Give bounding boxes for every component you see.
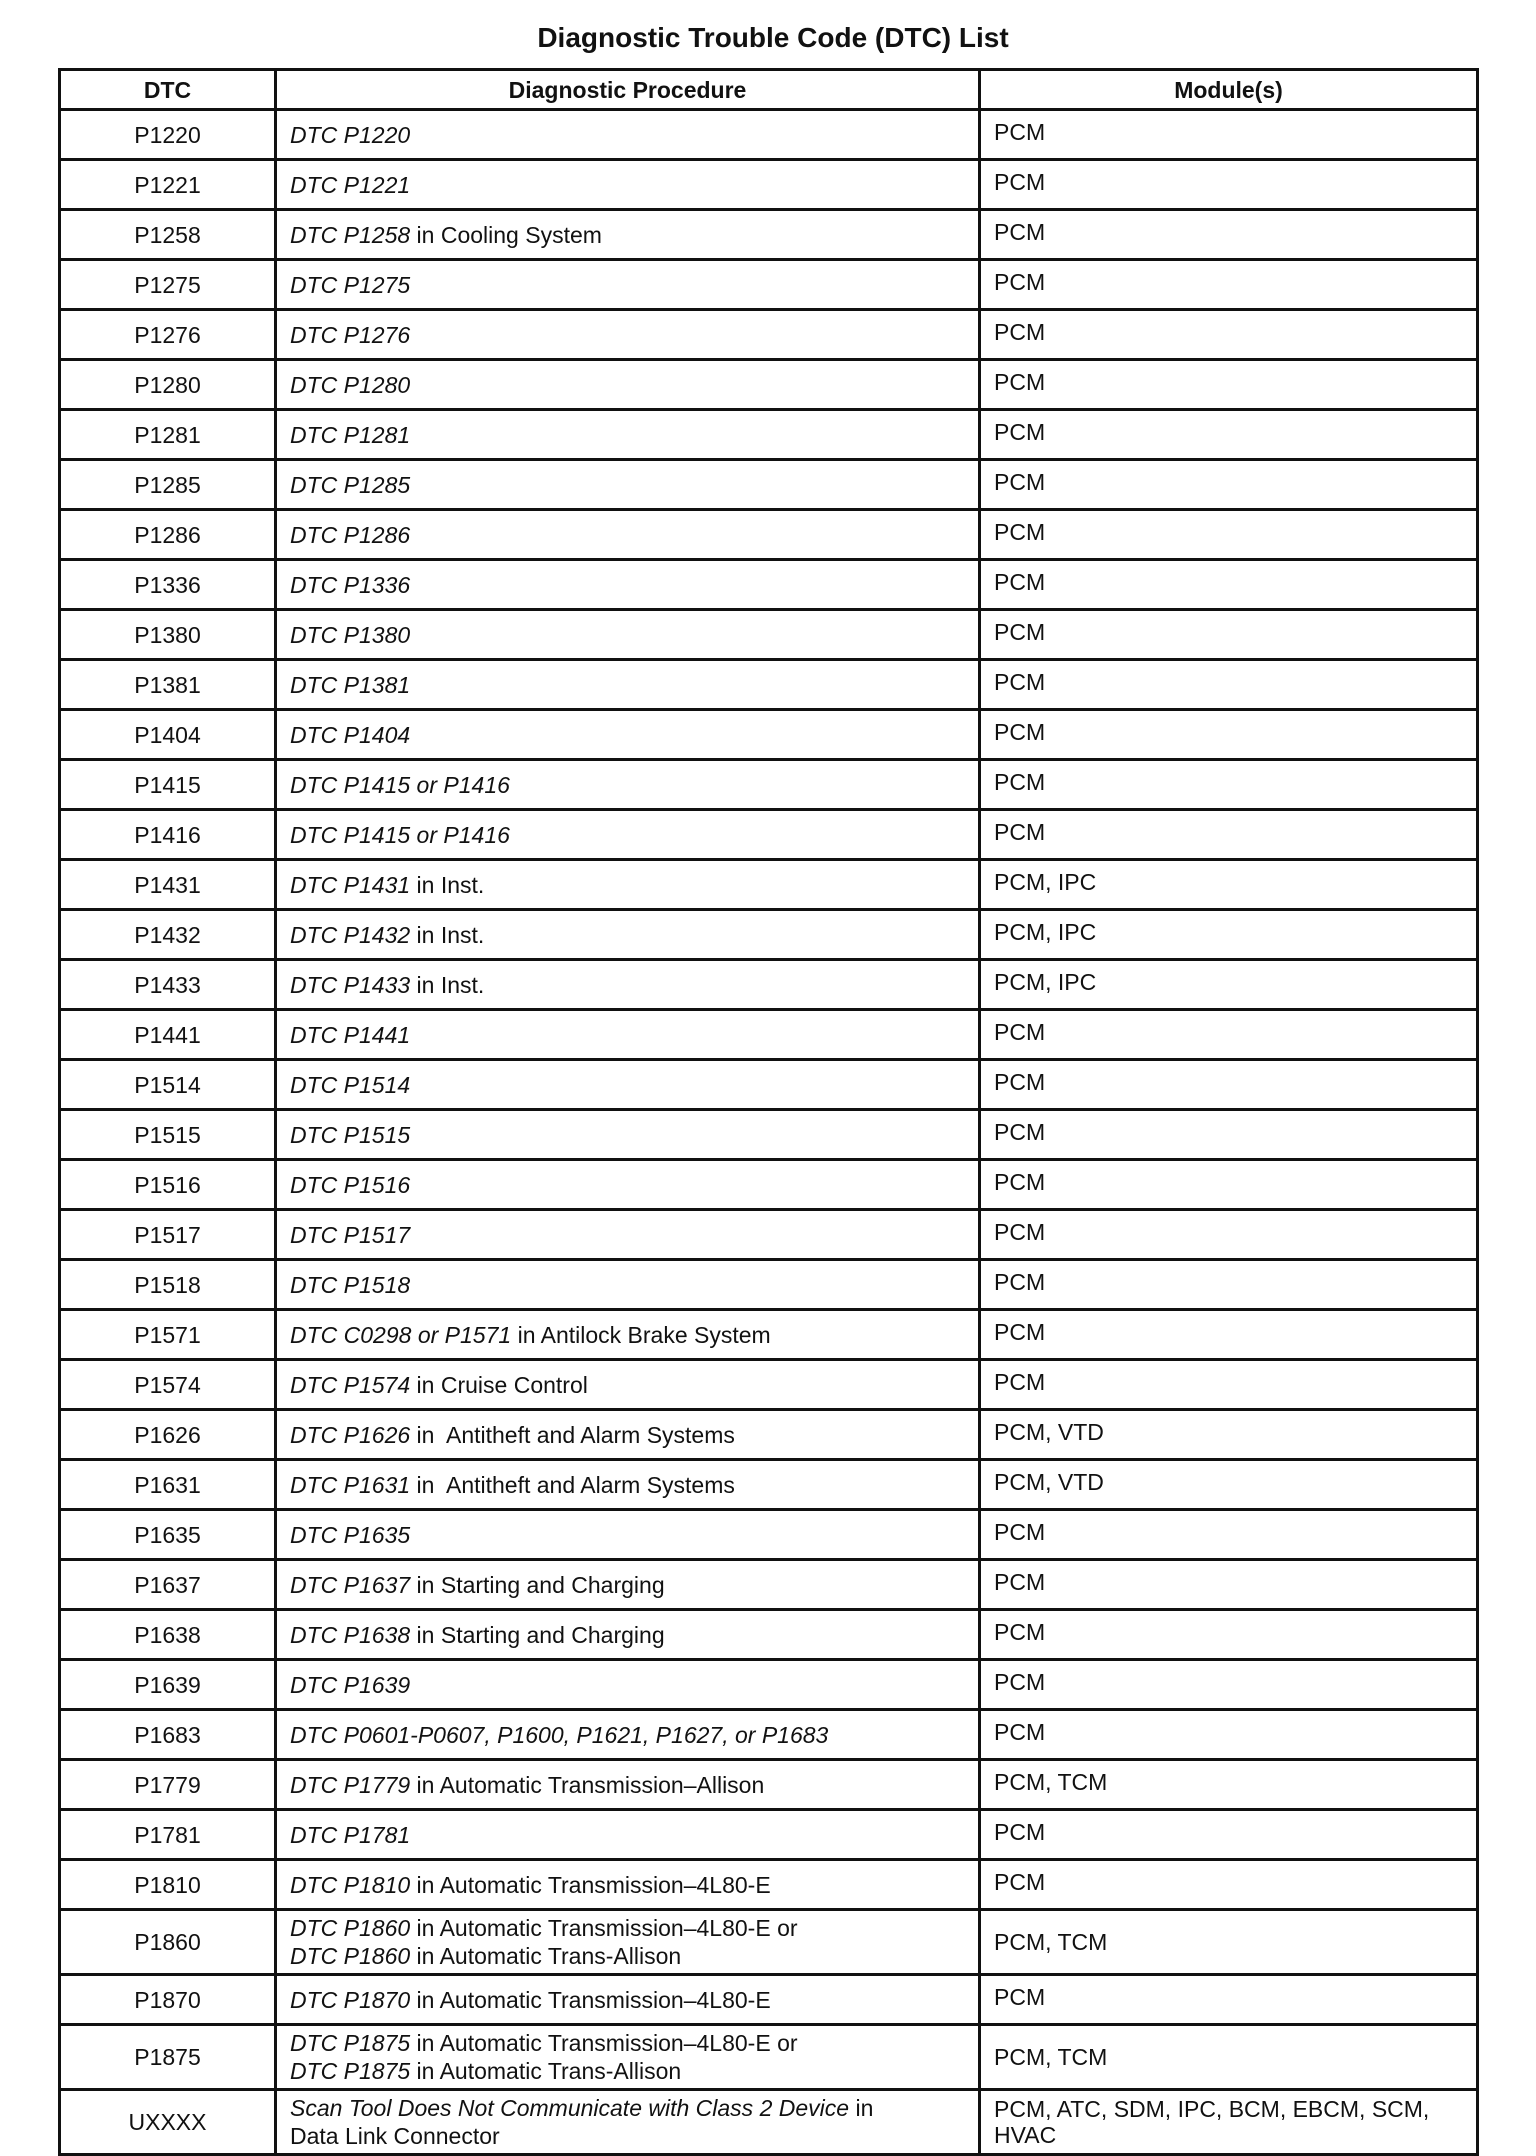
dtc-code-cell: P1779 (60, 1760, 276, 1810)
procedure-cell (276, 1975, 980, 2025)
procedure-location: in Automatic Transmission–Allison (410, 1771, 765, 1798)
procedure-reference: DTC P1336 (290, 571, 411, 598)
modules-cell: PCM (980, 1710, 1478, 1760)
table-row (60, 160, 1478, 210)
procedure-line (290, 1121, 965, 1149)
procedure-cell (276, 1410, 980, 1460)
dtc-code-cell: P1631 (60, 1460, 276, 1510)
procedure-cell (276, 560, 980, 610)
procedure-location: in Starting and Charging (410, 1571, 665, 1598)
procedure-reference: DTC P1441 (290, 1021, 411, 1048)
modules-cell: PCM (980, 260, 1478, 310)
procedure-line (290, 1942, 965, 1970)
procedure-cell (276, 860, 980, 910)
dtc-code-cell: P1515 (60, 1110, 276, 1160)
header-dtc: DTC (60, 70, 276, 110)
procedure-cell (276, 1760, 980, 1810)
table-row (60, 360, 1478, 410)
table-row (60, 210, 1478, 260)
procedure-reference: DTC P1637 (290, 1571, 411, 1598)
dtc-code-cell: P1516 (60, 1160, 276, 1210)
procedure-location: in Automatic Trans-Allison (410, 1943, 682, 1969)
procedure-line (290, 821, 965, 849)
modules-cell: PCM (980, 1660, 1478, 1710)
dtc-code-cell: P1810 (60, 1860, 276, 1910)
procedure-location: in Automatic Trans-Allison (410, 2058, 682, 2084)
table-row (60, 960, 1478, 1010)
procedure-location: in Automatic Transmission–4L80-E or (410, 2030, 798, 2056)
table-row (60, 1460, 1478, 1510)
modules-cell: PCM (980, 1560, 1478, 1610)
procedure-location: in Antitheft and Alarm Systems (410, 1471, 735, 1498)
procedure-reference: DTC P1415 or P1416 (290, 771, 510, 798)
table-row (60, 1910, 1478, 1975)
procedure-reference: DTC P1639 (290, 1671, 411, 1698)
dtc-code-cell: P1286 (60, 510, 276, 560)
header-modules: Module(s) (980, 70, 1478, 110)
procedure-line (290, 1571, 965, 1599)
modules-cell: PCM, IPC (980, 960, 1478, 1010)
dtc-code-cell: P1415 (60, 760, 276, 810)
procedure-reference: DTC P1875 (290, 2058, 411, 2084)
modules-cell: PCM (980, 660, 1478, 710)
procedure-line (290, 1721, 965, 1749)
procedure-cell (276, 310, 980, 360)
procedure-location: in Inst. (410, 971, 485, 998)
table-row (60, 1260, 1478, 1310)
procedure-cell (276, 1160, 980, 1210)
procedure-reference: Scan Tool Does Not Communicate with Class 2 Device (290, 2095, 850, 2121)
procedure-cell (276, 410, 980, 460)
procedure-cell (276, 1060, 980, 1110)
table-row (60, 1760, 1478, 1810)
procedure-cell (276, 710, 980, 760)
procedure-line (290, 321, 965, 349)
procedure-line (290, 671, 965, 699)
procedure-line (290, 1271, 965, 1299)
procedure-cell (276, 1360, 980, 1410)
table-row (60, 1010, 1478, 1060)
procedure-line (290, 1671, 965, 1699)
procedure-cell (276, 360, 980, 410)
page-title: Diagnostic Trouble Code (DTC) List (537, 22, 1009, 53)
modules-cell: PCM, ATC, SDM, IPC, BCM, EBCM, SCM, HVAC (980, 2090, 1478, 2155)
table-row (60, 1660, 1478, 1710)
procedure-reference: DTC P1285 (290, 471, 411, 498)
dtc-code-cell: P1870 (60, 1975, 276, 2025)
header-procedure: Diagnostic Procedure (276, 70, 980, 110)
modules-cell: PCM (980, 110, 1478, 160)
dtc-code-cell: P1637 (60, 1560, 276, 1610)
table-row (60, 660, 1478, 710)
modules-cell: PCM, IPC (980, 910, 1478, 960)
procedure-reference: DTC P1517 (290, 1221, 411, 1248)
procedure-reference: DTC P1404 (290, 721, 411, 748)
procedure-line (290, 1471, 965, 1499)
procedure-reference: DTC P1221 (290, 171, 411, 198)
dtc-code-cell: P1280 (60, 360, 276, 410)
procedure-reference: DTC P1781 (290, 1821, 411, 1848)
procedure-location: in Automatic Transmission–4L80-E (410, 1871, 771, 1898)
procedure-line (290, 521, 965, 549)
table-row (60, 1975, 1478, 2025)
table-row (60, 1360, 1478, 1410)
procedure-cell (276, 2025, 980, 2090)
modules-cell: PCM (980, 760, 1478, 810)
procedure-cell (276, 1710, 980, 1760)
procedure-reference: DTC P1574 (290, 1371, 411, 1398)
procedure-reference: DTC P0601-P0607, P1600, P1621, P1627, or P1683 (290, 1721, 829, 1748)
procedure-reference: DTC P1626 (290, 1421, 411, 1448)
procedure-reference: DTC P1381 (290, 671, 411, 698)
procedure-location: in Antitheft and Alarm Systems (410, 1421, 735, 1448)
dtc-code-cell: P1281 (60, 410, 276, 460)
dtc-code-cell: P1518 (60, 1260, 276, 1310)
procedure-reference: DTC P1380 (290, 621, 411, 648)
procedure-reference: DTC P1518 (290, 1271, 411, 1298)
table-row (60, 1560, 1478, 1610)
procedure-cell (276, 960, 980, 1010)
procedure-cell (276, 610, 980, 660)
procedure-cell (276, 1810, 980, 1860)
dtc-code-cell: P1683 (60, 1710, 276, 1760)
dtc-code-cell: P1517 (60, 1210, 276, 1260)
dtc-code-cell: P1416 (60, 810, 276, 860)
procedure-cell (276, 1510, 980, 1560)
procedure-location: in Starting and Charging (410, 1621, 665, 1648)
procedure-line (290, 971, 965, 999)
modules-cell: PCM, VTD (980, 1460, 1478, 1510)
dtc-code-cell: P1441 (60, 1010, 276, 1060)
modules-cell: PCM (980, 1510, 1478, 1560)
procedure-line (290, 421, 965, 449)
table-row (60, 810, 1478, 860)
table-row (60, 2090, 1478, 2155)
modules-cell: PCM (980, 1860, 1478, 1910)
procedure-location: in Automatic Transmission–4L80-E (410, 1986, 771, 2013)
procedure-reference: DTC P1635 (290, 1521, 411, 1548)
table-row (60, 410, 1478, 460)
table-row (60, 110, 1478, 160)
procedure-cell (276, 1660, 980, 1710)
table-row (60, 460, 1478, 510)
dtc-code-cell: P1431 (60, 860, 276, 910)
procedure-reference: DTC P1286 (290, 521, 411, 548)
table-row (60, 710, 1478, 760)
table-row (60, 760, 1478, 810)
procedure-cell (276, 110, 980, 160)
modules-cell: PCM (980, 460, 1478, 510)
procedure-cell (276, 1910, 980, 1975)
procedure-line (290, 771, 965, 799)
modules-cell: PCM, VTD (980, 1410, 1478, 1460)
modules-cell: PCM (980, 560, 1478, 610)
procedure-line (290, 171, 965, 199)
procedure-reference: DTC P1275 (290, 271, 411, 298)
dtc-code-cell: P1285 (60, 460, 276, 510)
procedure-location: in Inst. (410, 921, 485, 948)
procedure-cell (276, 910, 980, 960)
modules-cell: PCM (980, 1260, 1478, 1310)
procedure-line (290, 2094, 965, 2122)
modules-cell: PCM (980, 360, 1478, 410)
procedure-location: in Cruise Control (410, 1371, 588, 1398)
table-row (60, 1810, 1478, 1860)
dtc-code-cell: P1514 (60, 1060, 276, 1110)
table-row (60, 1510, 1478, 1560)
procedure-line (290, 1914, 965, 1942)
procedure-cell (276, 1610, 980, 1660)
procedure-line (290, 1021, 965, 1049)
procedure-location: in Antilock Brake System (511, 1321, 771, 1348)
procedure-reference: DTC P1220 (290, 121, 411, 148)
dtc-code-cell: P1275 (60, 260, 276, 310)
procedure-line (290, 921, 965, 949)
procedure-line (290, 1986, 965, 2014)
dtc-code-cell: P1875 (60, 2025, 276, 2090)
table-row (60, 1860, 1478, 1910)
modules-cell: PCM, TCM (980, 1910, 1478, 1975)
modules-cell: PCM (980, 160, 1478, 210)
modules-cell: PCM (980, 1360, 1478, 1410)
modules-cell: PCM (980, 1975, 1478, 2025)
modules-cell: PCM (980, 1610, 1478, 1660)
modules-cell: PCM (980, 710, 1478, 760)
procedure-line (290, 1071, 965, 1099)
modules-cell: PCM (980, 810, 1478, 860)
procedure-cell (276, 1310, 980, 1360)
procedure-line (290, 1321, 965, 1349)
procedure-cell (276, 2090, 980, 2155)
modules-cell: PCM (980, 1110, 1478, 1160)
modules-cell: PCM (980, 1010, 1478, 1060)
dtc-code-cell: P1380 (60, 610, 276, 660)
dtc-code-cell: P1404 (60, 710, 276, 760)
table-row (60, 860, 1478, 910)
table-row (60, 1210, 1478, 1260)
procedure-line (290, 1421, 965, 1449)
table-header-row (60, 70, 1478, 110)
modules-cell: PCM, TCM (980, 1760, 1478, 1810)
procedure-reference: DTC P1433 (290, 971, 411, 998)
procedure-location: in Inst. (410, 871, 485, 898)
procedure-cell (276, 510, 980, 560)
procedure-line (290, 121, 965, 149)
dtc-code-cell: P1626 (60, 1410, 276, 1460)
procedure-cell (276, 1010, 980, 1060)
modules-cell: PCM (980, 410, 1478, 460)
procedure-line (290, 1171, 965, 1199)
procedure-reference: DTC P1432 (290, 921, 411, 948)
procedure-location: in (849, 2095, 874, 2121)
modules-cell: PCM (980, 610, 1478, 660)
procedure-cell (276, 210, 980, 260)
table-row (60, 510, 1478, 560)
procedure-reference: DTC P1870 (290, 1986, 411, 2013)
procedure-line (290, 471, 965, 499)
table-row (60, 1610, 1478, 1660)
table-row (60, 910, 1478, 960)
modules-cell: PCM, IPC (980, 860, 1478, 910)
procedure-line (290, 1371, 965, 1399)
procedure-cell (276, 1860, 980, 1910)
procedure-reference: DTC P1860 (290, 1915, 411, 1941)
procedure-reference: DTC P1631 (290, 1471, 411, 1498)
table-row (60, 610, 1478, 660)
modules-cell: PCM, TCM (980, 2025, 1478, 2090)
procedure-cell (276, 1110, 980, 1160)
procedure-reference: DTC P1810 (290, 1871, 411, 1898)
procedure-reference: DTC C0298 or P1571 (290, 1321, 512, 1348)
procedure-line (290, 221, 965, 249)
table-row (60, 560, 1478, 610)
procedure-reference: DTC P1860 (290, 1943, 411, 1969)
procedure-line (290, 1821, 965, 1849)
procedure-line (290, 571, 965, 599)
modules-cell: PCM (980, 1310, 1478, 1360)
modules-cell: PCM (980, 210, 1478, 260)
dtc-code-cell: P1639 (60, 1660, 276, 1710)
procedure-reference: DTC P1514 (290, 1071, 411, 1098)
table-row (60, 1310, 1478, 1360)
dtc-code-cell: P1433 (60, 960, 276, 1010)
table-row (60, 2025, 1478, 2090)
table-row (60, 1160, 1478, 1210)
modules-cell: PCM (980, 1210, 1478, 1260)
dtc-code-cell: P1781 (60, 1810, 276, 1860)
procedure-reference: DTC P1875 (290, 2030, 411, 2056)
procedure-line (290, 721, 965, 749)
dtc-code-cell: P1432 (60, 910, 276, 960)
modules-cell: PCM (980, 1810, 1478, 1860)
procedure-line (290, 2122, 965, 2150)
procedure-line (290, 2057, 965, 2085)
table-row (60, 310, 1478, 360)
dtc-code-cell: P1574 (60, 1360, 276, 1410)
dtc-table (58, 68, 1479, 2156)
procedure-cell (276, 1210, 980, 1260)
table-body (60, 110, 1478, 2155)
procedure-line (290, 871, 965, 899)
procedure-reference: DTC P1638 (290, 1621, 411, 1648)
procedure-reference: DTC P1281 (290, 421, 411, 448)
procedure-cell (276, 660, 980, 710)
dtc-code-cell: P1860 (60, 1910, 276, 1975)
dtc-code-cell: P1336 (60, 560, 276, 610)
dtc-code-cell: P1571 (60, 1310, 276, 1360)
procedure-cell (276, 260, 980, 310)
procedure-location: in Automatic Transmission–4L80-E or (410, 1915, 798, 1941)
procedure-cell (276, 1260, 980, 1310)
table-row (60, 1110, 1478, 1160)
procedure-reference: DTC P1516 (290, 1171, 411, 1198)
dtc-code-cell: UXXXX (60, 2090, 276, 2155)
procedure-line (290, 271, 965, 299)
procedure-line (290, 1771, 965, 1799)
procedure-cell (276, 460, 980, 510)
procedure-line (290, 621, 965, 649)
dtc-code-cell: P1381 (60, 660, 276, 710)
modules-cell: PCM (980, 510, 1478, 560)
procedure-line (290, 1871, 965, 1899)
table-row (60, 260, 1478, 310)
procedure-reference: DTC P1779 (290, 1771, 411, 1798)
procedure-line (290, 371, 965, 399)
procedure-location: in Cooling System (410, 221, 602, 248)
modules-cell: PCM (980, 310, 1478, 360)
procedure-reference: DTC P1431 (290, 871, 411, 898)
dtc-code-cell: P1258 (60, 210, 276, 260)
procedure-line (290, 1521, 965, 1549)
dtc-code-cell: P1276 (60, 310, 276, 360)
procedure-cell (276, 160, 980, 210)
procedure-cell (276, 1560, 980, 1610)
procedure-reference: DTC P1515 (290, 1121, 411, 1148)
procedure-cell (276, 760, 980, 810)
procedure-cell (276, 1460, 980, 1510)
procedure-line (290, 1221, 965, 1249)
procedure-line (290, 2029, 965, 2057)
dtc-code-cell: P1638 (60, 1610, 276, 1660)
procedure-cell (276, 810, 980, 860)
table-row (60, 1410, 1478, 1460)
procedure-location: Data Link Connector (290, 2123, 500, 2149)
procedure-reference: DTC P1280 (290, 371, 411, 398)
table-row (60, 1060, 1478, 1110)
procedure-reference: DTC P1415 or P1416 (290, 821, 510, 848)
dtc-code-cell: P1220 (60, 110, 276, 160)
procedure-reference: DTC P1258 (290, 221, 411, 248)
modules-cell: PCM (980, 1060, 1478, 1110)
procedure-reference: DTC P1276 (290, 321, 411, 348)
procedure-line (290, 1621, 965, 1649)
modules-cell: PCM (980, 1160, 1478, 1210)
dtc-code-cell: P1221 (60, 160, 276, 210)
table-row (60, 1710, 1478, 1760)
dtc-code-cell: P1635 (60, 1510, 276, 1560)
